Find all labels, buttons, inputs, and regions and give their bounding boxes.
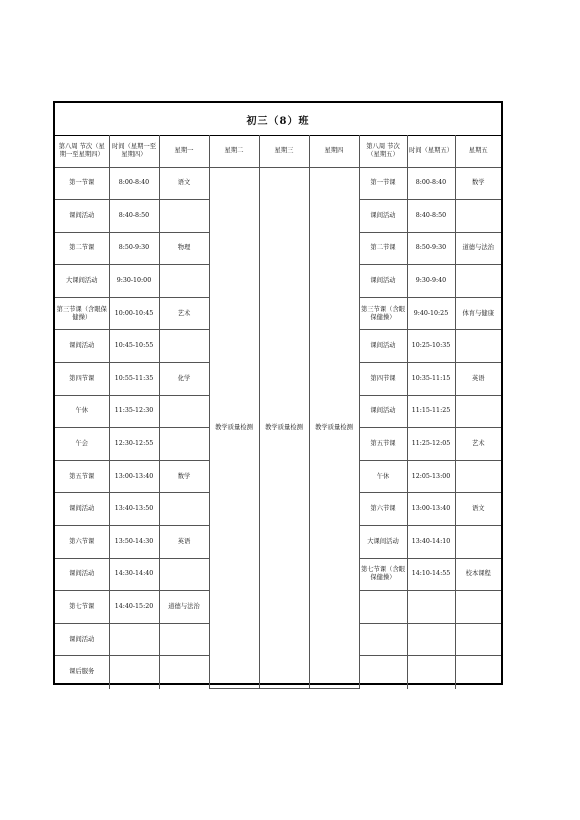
time-left-cell: 11:35-12:30 xyxy=(109,395,159,428)
friday-cell xyxy=(455,395,501,428)
monday-cell: 语文 xyxy=(159,167,209,200)
friday-cell xyxy=(455,656,501,689)
period-left-cell: 课间活动 xyxy=(55,493,109,526)
time-right-cell: 9:40-10:25 xyxy=(407,297,455,330)
time-left-cell: 8:50-9:30 xyxy=(109,232,159,265)
friday-cell: 语文 xyxy=(455,493,501,526)
time-right-cell xyxy=(407,591,455,624)
header-thursday: 星期四 xyxy=(309,135,359,167)
friday-cell: 艺术 xyxy=(455,428,501,461)
time-left-cell: 8:40-8:50 xyxy=(109,200,159,233)
period-left-cell: 课间活动 xyxy=(55,200,109,233)
time-left-cell xyxy=(109,656,159,689)
period-right-cell xyxy=(359,591,407,624)
friday-cell xyxy=(455,200,501,233)
period-left-cell: 课后服务 xyxy=(55,656,109,689)
header-monday: 星期一 xyxy=(159,135,209,167)
time-right-cell: 11:25-12:05 xyxy=(407,428,455,461)
friday-cell xyxy=(455,460,501,493)
header-friday: 星期五 xyxy=(455,135,501,167)
monday-cell xyxy=(159,558,209,591)
period-left-cell: 第四节课 xyxy=(55,363,109,396)
header-week-left: 第八周 节次（星期一至星期四） xyxy=(55,135,109,167)
monday-cell: 数学 xyxy=(159,460,209,493)
friday-cell xyxy=(455,265,501,298)
friday-cell: 数学 xyxy=(455,167,501,200)
period-left-cell: 第二节课 xyxy=(55,232,109,265)
time-right-cell: 8:00-8:40 xyxy=(407,167,455,200)
friday-cell xyxy=(455,330,501,363)
monday-cell xyxy=(159,265,209,298)
time-right-cell: 8:40-8:50 xyxy=(407,200,455,233)
header-week-right: 第八周 节次（星期五） xyxy=(359,135,407,167)
monday-cell xyxy=(159,656,209,689)
monday-cell xyxy=(159,493,209,526)
period-right-cell: 课间活动 xyxy=(359,265,407,298)
monday-cell: 英语 xyxy=(159,526,209,559)
time-left-cell: 10:55-11:35 xyxy=(109,363,159,396)
time-right-cell: 11:15-11:25 xyxy=(407,395,455,428)
monday-cell xyxy=(159,330,209,363)
friday-cell: 体育与健康 xyxy=(455,297,501,330)
period-right-cell: 第五节课 xyxy=(359,428,407,461)
time-right-cell: 14:10-14:55 xyxy=(407,558,455,591)
period-right-cell: 第六节课 xyxy=(359,493,407,526)
time-left-cell: 10:00-10:45 xyxy=(109,297,159,330)
time-right-cell: 13:40-14:10 xyxy=(407,526,455,559)
time-right-cell: 10:25-10:35 xyxy=(407,330,455,363)
time-left-cell: 14:40-15:20 xyxy=(109,591,159,624)
time-right-cell: 9:30-9:40 xyxy=(407,265,455,298)
period-right-cell: 午休 xyxy=(359,460,407,493)
merged-wed-cell: 教学质量检测 xyxy=(259,167,309,689)
friday-cell xyxy=(455,591,501,624)
time-right-cell xyxy=(407,656,455,689)
period-left-cell: 课间活动 xyxy=(55,623,109,656)
period-right-cell: 第三节课（含眼保健操） xyxy=(359,297,407,330)
timetable-sheet xyxy=(53,101,503,685)
merged-tue-cell: 教学质量检测 xyxy=(209,167,259,689)
friday-cell: 英语 xyxy=(455,363,501,396)
monday-cell: 物理 xyxy=(159,232,209,265)
friday-cell: 道德与法治 xyxy=(455,232,501,265)
period-left-cell: 第一节课 xyxy=(55,167,109,200)
period-right-cell: 大课间活动 xyxy=(359,526,407,559)
time-right-cell xyxy=(407,623,455,656)
friday-cell xyxy=(455,526,501,559)
time-left-cell: 13:50-14:30 xyxy=(109,526,159,559)
timetable-title: 初三（8）班 xyxy=(55,103,501,136)
period-left-cell: 课间活动 xyxy=(55,330,109,363)
period-left-cell: 午休 xyxy=(55,395,109,428)
period-right-cell: 第七节课（含眼保健操） xyxy=(359,558,407,591)
header-row xyxy=(55,135,501,167)
header-wednesday: 星期三 xyxy=(259,135,309,167)
period-right-cell: 第二节课 xyxy=(359,232,407,265)
period-right-cell xyxy=(359,623,407,656)
period-right-cell: 第一节课 xyxy=(359,167,407,200)
time-left-cell: 13:40-13:50 xyxy=(109,493,159,526)
monday-cell: 艺术 xyxy=(159,297,209,330)
time-left-cell: 8:00-8:40 xyxy=(109,167,159,200)
period-left-cell: 课间活动 xyxy=(55,558,109,591)
time-right-cell: 13:00-13:40 xyxy=(407,493,455,526)
monday-cell: 道德与法治 xyxy=(159,591,209,624)
period-right-cell: 第四节课 xyxy=(359,363,407,396)
period-left-cell: 第六节课 xyxy=(55,526,109,559)
time-left-cell: 13:00-13:40 xyxy=(109,460,159,493)
monday-cell xyxy=(159,200,209,233)
monday-cell xyxy=(159,623,209,656)
period-right-cell xyxy=(359,656,407,689)
time-right-cell: 10:35-11:15 xyxy=(407,363,455,396)
friday-cell: 校本课程 xyxy=(455,558,501,591)
period-right-cell: 课间活动 xyxy=(359,200,407,233)
period-left-cell: 大课间活动 xyxy=(55,265,109,298)
time-left-cell: 14:30-14:40 xyxy=(109,558,159,591)
time-right-cell: 8:50-9:30 xyxy=(407,232,455,265)
monday-cell xyxy=(159,395,209,428)
header-time-left: 时间（星期一至星期四） xyxy=(109,135,159,167)
period-left-cell: 午会 xyxy=(55,428,109,461)
time-left-cell: 12:30-12:55 xyxy=(109,428,159,461)
friday-cell xyxy=(455,623,501,656)
header-tuesday: 星期二 xyxy=(209,135,259,167)
time-left-cell: 9:30-10:00 xyxy=(109,265,159,298)
header-time-right: 时间（星期五） xyxy=(407,135,455,167)
monday-cell: 化学 xyxy=(159,363,209,396)
monday-cell xyxy=(159,428,209,461)
merged-thu-cell: 教学质量检测 xyxy=(309,167,359,689)
time-right-cell: 12:05-13:00 xyxy=(407,460,455,493)
timetable xyxy=(55,135,501,689)
period-left-cell: 第七节课 xyxy=(55,591,109,624)
time-left-cell xyxy=(109,623,159,656)
period-left-cell: 第五节课 xyxy=(55,460,109,493)
table-row xyxy=(55,167,501,200)
time-left-cell: 10:45-10:55 xyxy=(109,330,159,363)
period-right-cell: 课间活动 xyxy=(359,395,407,428)
period-right-cell: 课间活动 xyxy=(359,330,407,363)
period-left-cell: 第三节课（含眼保健操） xyxy=(55,297,109,330)
